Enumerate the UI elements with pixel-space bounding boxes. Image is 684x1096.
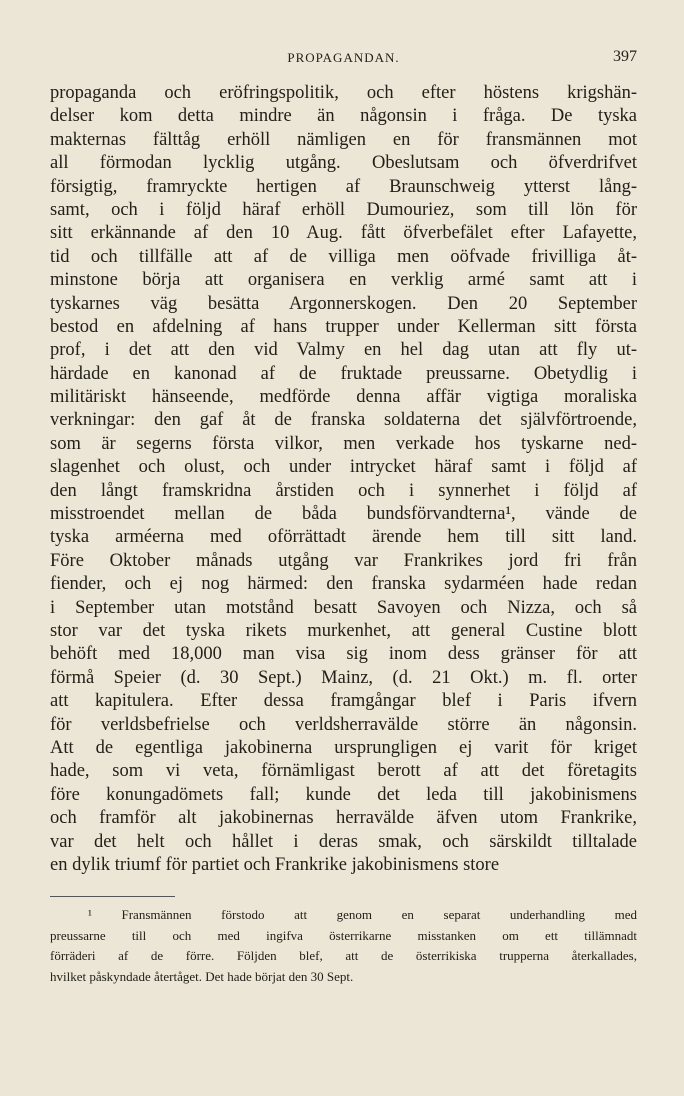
text-line: minstone börja att organisera en verklig armé samt att i xyxy=(50,270,637,291)
text-line: tyska arméerna med oförrättadt ärende hem till sitt land. xyxy=(50,527,637,548)
text-line: stor var det tyska rikets murkenhet, att general Custine blott xyxy=(50,620,637,641)
text-line: prof, i det att den vid Valmy en hel dag utan att fly ut- xyxy=(50,340,637,361)
text-line: sitt erkännande af den 10 Aug. fått öfverbefälet efter Lafayette, xyxy=(50,223,637,244)
text-line: härdade en kanonad af de fruktade preussarne. Obetydlig i xyxy=(50,363,637,384)
text-line: samt, och i följd häraf erhöll Dumouriez, som till lön för xyxy=(50,199,637,220)
text-line: fiender, och ej nog härmed: den franska sydarméen hade redan xyxy=(50,574,637,595)
footnote-line: preussarne till och med ingifva österrikarne misstanken om ett tillämnadt xyxy=(50,927,637,943)
text-line: propaganda och eröfringspolitik, och efter höstens krigshän- xyxy=(50,83,637,103)
text-line: att kapitulera. Efter dessa framgångar blef i Paris ifvern xyxy=(50,691,637,712)
footnote-divider xyxy=(50,896,175,897)
text-line: och framför alt jakobinernas herravälde äfven utom Frankrike, xyxy=(50,808,637,829)
text-line: Före Oktober månads utgång var Frankrikes jord fri från xyxy=(50,550,637,571)
text-line: för verldsbefrielse och verldsherravälde större än någonsin. xyxy=(50,714,637,735)
running-header xyxy=(50,50,637,70)
text-line: försigtig, framryckte hertigen af Braunschweig ytterst lång- xyxy=(50,176,637,197)
footnote-line: förräderi af de förre. Följden blef, att de österrikiska trupperna återkallades, xyxy=(50,948,637,963)
body-text xyxy=(50,82,637,877)
text-line: verkningar: den gaf åt de franska soldaterna det självförtroende, xyxy=(50,410,637,431)
footnote-line: hvilket påskyndade återtåget. Det hade börjat den 30 Sept. xyxy=(50,968,354,984)
text-line: behöft med 18,000 man visa sig inom dess gränser för att xyxy=(50,644,637,665)
text-line: som är segerns första vilkor, men verkade hos tyskarne ned- xyxy=(50,433,637,454)
text-line: all förmodan lycklig utgång. Obeslutsam och öfverdrifvet xyxy=(50,153,637,174)
footnote xyxy=(50,905,637,987)
text-line: makternas fälttåg erhöll nämligen en för fransmännen mot xyxy=(50,129,637,150)
text-line: tyskarnes väg besätta Argonnerskogen. Den 20 September xyxy=(50,293,637,314)
footnote-line: ¹ Fransmännen förstodo att genom en separat underhandling med xyxy=(88,907,637,922)
text-line: hade, som vi veta, förnämligast berott af att det företagits xyxy=(50,761,637,782)
text-line: den långt framskridna årstiden och i synnerhet i följd af xyxy=(50,480,637,501)
text-line: tid och tillfälle att af de villiga men oöfvade frivilliga åt- xyxy=(50,246,637,267)
text-line: före konungadömets fall; kunde det leda till jakobinismens xyxy=(50,784,637,805)
text-line: i September utan motstånd besatt Savoyen och Nizza, och så xyxy=(50,597,637,618)
page-number: 397 xyxy=(613,48,637,65)
text-line: slagenhet och olust, och under intrycket häraf samt i följd af xyxy=(50,457,637,478)
text-line: en dylik triumf för partiet och Frankrike jakobinismens store xyxy=(50,854,500,875)
text-line: bestod en afdelning af hans trupper under Kellerman sitt första xyxy=(50,316,637,337)
text-line: Att de egentliga jakobinerna ursprungligen ej varit för kriget xyxy=(50,737,637,758)
text-line: delser kom detta mindre än någonsin i fråga. De tyska xyxy=(50,106,637,127)
text-line: misstroendet mellan de båda bundsförvandterna¹, vände de xyxy=(50,504,637,525)
text-line: var det helt och hållet i deras smak, och särskildt tilltalade xyxy=(50,831,637,852)
chapter-title: PROPAGANDAN. xyxy=(287,50,400,65)
text-line: militäriskt hänseende, medförde denna affär vigtiga moraliska xyxy=(50,387,637,408)
text-line: förmå Speier (d. 30 Sept.) Mainz, (d. 21 Okt.) m. fl. orter xyxy=(50,667,637,688)
